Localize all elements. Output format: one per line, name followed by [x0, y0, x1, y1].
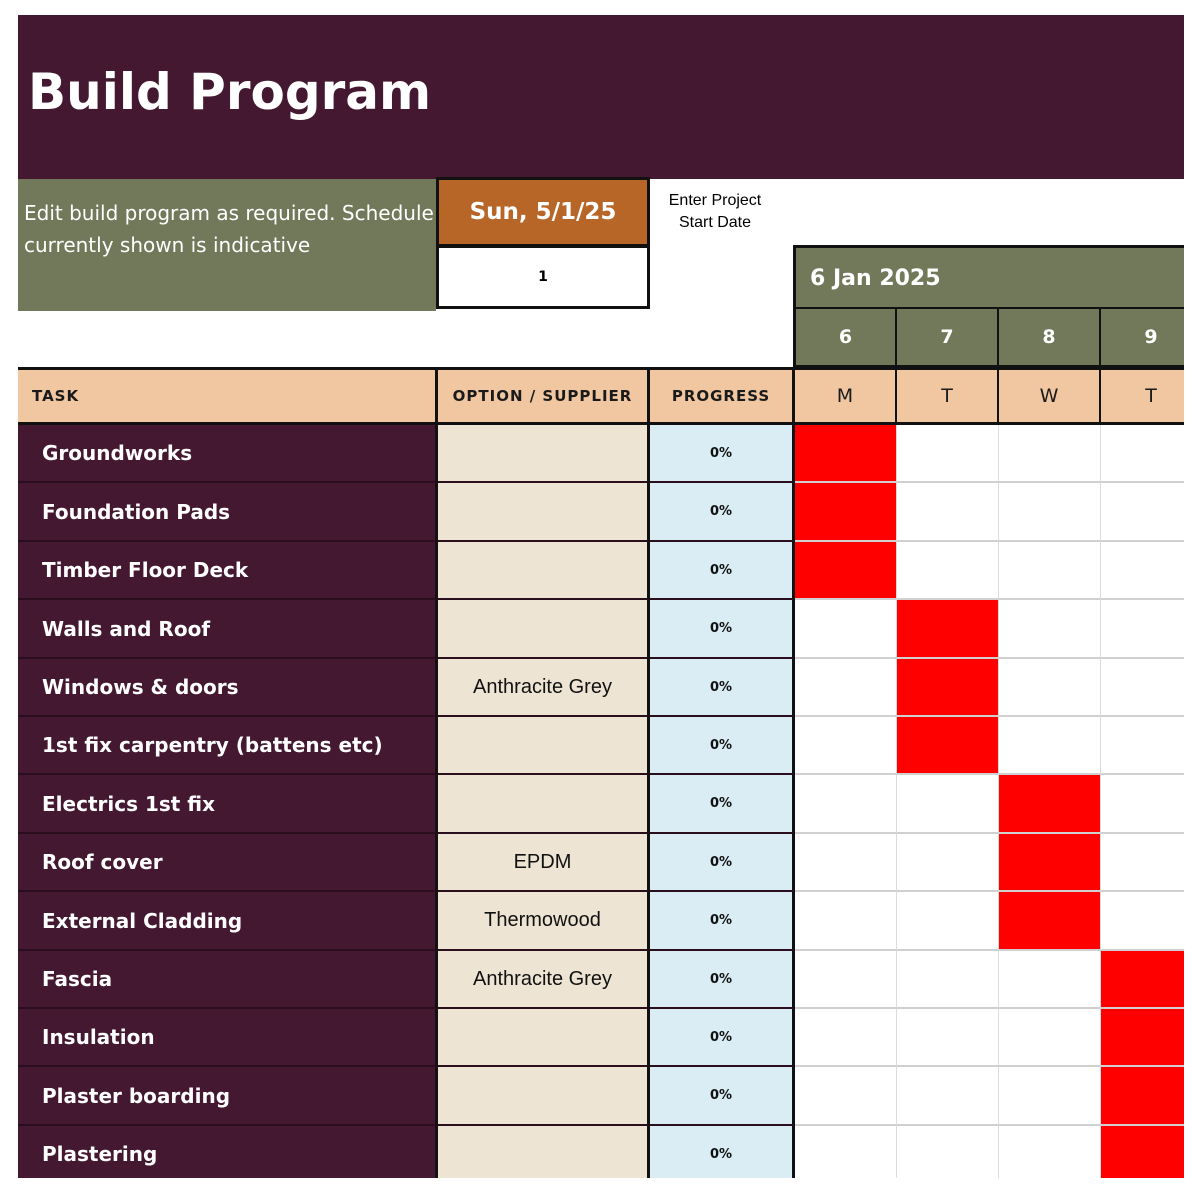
- option-supplier-cell[interactable]: [438, 425, 650, 483]
- option-supplier-cell[interactable]: Thermowood: [438, 892, 650, 951]
- task-name-cell[interactable]: Fascia: [18, 951, 438, 1009]
- progress-cell[interactable]: 0%: [650, 483, 795, 542]
- option-supplier-cell[interactable]: [438, 775, 650, 834]
- gantt-empty-cell[interactable]: [999, 1067, 1101, 1126]
- option-supplier-cell[interactable]: [438, 717, 650, 775]
- gantt-bar-cell[interactable]: [999, 892, 1101, 951]
- gantt-empty-cell[interactable]: [999, 1126, 1101, 1178]
- gantt-empty-cell[interactable]: [897, 951, 999, 1009]
- day-of-week: T: [1101, 367, 1184, 425]
- day-number: 6: [793, 309, 897, 367]
- task-name-cell[interactable]: Walls and Roof: [18, 600, 438, 659]
- day-of-week: M: [795, 367, 897, 425]
- gantt-bar-cell[interactable]: [897, 659, 999, 717]
- gantt-bar-cell[interactable]: [897, 717, 999, 775]
- day-number: 7: [897, 309, 999, 367]
- gantt-empty-cell[interactable]: [999, 951, 1101, 1009]
- gantt-empty-cell[interactable]: [1101, 659, 1184, 717]
- task-name-cell[interactable]: Insulation: [18, 1009, 438, 1067]
- instructions-note: Edit build program as required. Schedule currently shown is indicative: [18, 179, 436, 311]
- task-name-cell[interactable]: Groundworks: [18, 425, 438, 483]
- start-date-cell[interactable]: Sun, 5/1/25: [436, 177, 650, 247]
- column-header-progress[interactable]: PROGRESS: [650, 367, 795, 425]
- gantt-bar-cell[interactable]: [1101, 1067, 1184, 1126]
- task-name-cell[interactable]: 1st fix carpentry (battens etc): [18, 717, 438, 775]
- gantt-empty-cell[interactable]: [795, 892, 897, 951]
- progress-cell[interactable]: 0%: [650, 1067, 795, 1126]
- gantt-empty-cell[interactable]: [897, 775, 999, 834]
- gantt-bar-cell[interactable]: [795, 425, 897, 483]
- gantt-empty-cell[interactable]: [999, 542, 1101, 600]
- gantt-bar-cell[interactable]: [999, 834, 1101, 892]
- progress-cell[interactable]: 0%: [650, 1126, 795, 1178]
- gantt-empty-cell[interactable]: [795, 834, 897, 892]
- gantt-empty-cell[interactable]: [1101, 483, 1184, 542]
- spreadsheet: [18, 15, 1184, 1178]
- progress-cell[interactable]: 0%: [650, 425, 795, 483]
- gantt-empty-cell[interactable]: [1101, 600, 1184, 659]
- gantt-bar-cell[interactable]: [1101, 951, 1184, 1009]
- gantt-empty-cell[interactable]: [999, 659, 1101, 717]
- task-name-cell[interactable]: Roof cover: [18, 834, 438, 892]
- gantt-empty-cell[interactable]: [897, 1009, 999, 1067]
- progress-cell[interactable]: 0%: [650, 834, 795, 892]
- gantt-empty-cell[interactable]: [1101, 425, 1184, 483]
- gantt-empty-cell[interactable]: [999, 425, 1101, 483]
- month-label: 6 Jan 2025: [793, 245, 1184, 309]
- gantt-empty-cell[interactable]: [1101, 717, 1184, 775]
- day-of-week: W: [999, 367, 1101, 425]
- task-name-cell[interactable]: External Cladding: [18, 892, 438, 951]
- gantt-bar-cell[interactable]: [999, 775, 1101, 834]
- gantt-empty-cell[interactable]: [999, 483, 1101, 542]
- progress-cell[interactable]: 0%: [650, 892, 795, 951]
- gantt-empty-cell[interactable]: [795, 1067, 897, 1126]
- gantt-empty-cell[interactable]: [795, 659, 897, 717]
- gantt-bar-cell[interactable]: [897, 600, 999, 659]
- progress-cell[interactable]: 0%: [650, 659, 795, 717]
- option-supplier-cell[interactable]: [438, 483, 650, 542]
- progress-cell[interactable]: 0%: [650, 542, 795, 600]
- task-name-cell[interactable]: Electrics 1st fix: [18, 775, 438, 834]
- option-supplier-cell[interactable]: EPDM: [438, 834, 650, 892]
- option-supplier-cell[interactable]: [438, 1067, 650, 1126]
- task-name-cell[interactable]: Plastering: [18, 1126, 438, 1178]
- gantt-empty-cell[interactable]: [795, 717, 897, 775]
- gantt-bar-cell[interactable]: [1101, 1126, 1184, 1178]
- start-date-label: Enter Project Start Date: [668, 192, 762, 231]
- gantt-empty-cell[interactable]: [1101, 775, 1184, 834]
- progress-cell[interactable]: 0%: [650, 600, 795, 659]
- gantt-empty-cell[interactable]: [795, 951, 897, 1009]
- option-supplier-cell[interactable]: [438, 1009, 650, 1067]
- gantt-empty-cell[interactable]: [795, 1009, 897, 1067]
- gantt-bar-cell[interactable]: [795, 542, 897, 600]
- task-name-cell[interactable]: Timber Floor Deck: [18, 542, 438, 600]
- gantt-empty-cell[interactable]: [999, 717, 1101, 775]
- progress-cell[interactable]: 0%: [650, 951, 795, 1009]
- gantt-empty-cell[interactable]: [1101, 542, 1184, 600]
- day-of-week: T: [897, 367, 999, 425]
- column-header-option-supplier[interactable]: OPTION / SUPPLIER: [438, 367, 650, 425]
- gantt-bar-cell[interactable]: [1101, 1009, 1184, 1067]
- progress-cell[interactable]: 0%: [650, 717, 795, 775]
- day-number: 8: [999, 309, 1101, 367]
- gantt-empty-cell[interactable]: [795, 1126, 897, 1178]
- day-number: 9: [1101, 309, 1184, 367]
- gantt-empty-cell[interactable]: [897, 483, 999, 542]
- gantt-empty-cell[interactable]: [795, 600, 897, 659]
- progress-cell[interactable]: 0%: [650, 775, 795, 834]
- option-supplier-cell[interactable]: [438, 600, 650, 659]
- gantt-empty-cell[interactable]: [897, 834, 999, 892]
- progress-cell[interactable]: 0%: [650, 1009, 795, 1067]
- option-supplier-cell[interactable]: [438, 1126, 650, 1178]
- task-name-cell[interactable]: Foundation Pads: [18, 483, 438, 542]
- week-number-cell[interactable]: 1: [436, 245, 650, 309]
- column-header-task[interactable]: TASK: [18, 367, 438, 425]
- option-supplier-cell[interactable]: Anthracite Grey: [438, 951, 650, 1009]
- gantt-empty-cell[interactable]: [897, 1126, 999, 1178]
- gantt-empty-cell[interactable]: [999, 1009, 1101, 1067]
- gantt-empty-cell[interactable]: [897, 1067, 999, 1126]
- gantt-bar-cell[interactable]: [795, 483, 897, 542]
- option-supplier-cell[interactable]: [438, 542, 650, 600]
- task-name-cell[interactable]: Windows & doors: [18, 659, 438, 717]
- task-name-cell[interactable]: Plaster boarding: [18, 1067, 438, 1126]
- gantt-empty-cell[interactable]: [999, 600, 1101, 659]
- gantt-empty-cell[interactable]: [897, 542, 999, 600]
- gantt-empty-cell[interactable]: [897, 892, 999, 951]
- gantt-empty-cell[interactable]: [1101, 892, 1184, 951]
- gantt-empty-cell[interactable]: [1101, 834, 1184, 892]
- gantt-empty-cell[interactable]: [897, 425, 999, 483]
- option-supplier-cell[interactable]: Anthracite Grey: [438, 659, 650, 717]
- gantt-empty-cell[interactable]: [795, 775, 897, 834]
- page-title: Build Program: [28, 63, 432, 121]
